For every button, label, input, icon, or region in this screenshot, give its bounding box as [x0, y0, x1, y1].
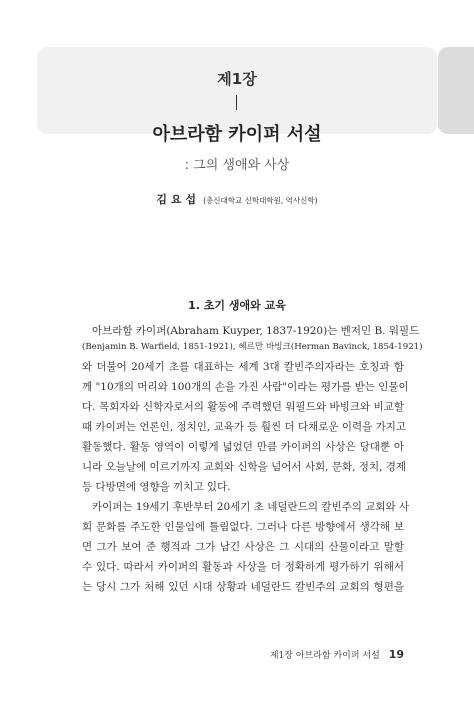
chapter-title: 아브라함 카이퍼 서설 [152, 124, 322, 145]
body-line: 카이퍼는 19세기 후반부터 20세기 초 네덜란드의 칼빈주의 교회와 사 [92, 501, 410, 513]
author-line [0, 191, 474, 207]
body-line: 때 카이퍼는 언론인, 정치인, 교육가 등 훨씬 더 다채로운 이력을 가지고 [82, 421, 407, 433]
body-line: 면 그가 보여 준 행적과 그가 남긴 사상은 그 시대의 산물이라고 말할 [82, 541, 404, 553]
running-title: 제1장 아브라함 카이퍼 서설 [269, 651, 380, 661]
author-affiliation: (총신대학교 신학대학원, 역사신학) [203, 196, 318, 205]
body-line: 는 당시 그가 처해 있던 시대 상황과 네덜란드 칼빈주의 교회의 형편을 [82, 581, 404, 593]
page-footer [270, 648, 404, 661]
body-line: 수 있다. 따라서 카이퍼의 활동과 사상을 더 정확하게 평가하기 위해서 [82, 561, 404, 573]
chapter-label: 제1장 [217, 70, 257, 88]
body-line: 활동했다. 활동 영역이 이렇게 넓었던 만큼 카이퍼의 사상은 당대뿐 아 [82, 441, 404, 453]
chapter-subtitle: : 그의 생애와 사상 [184, 158, 290, 173]
chapter-divider [236, 95, 237, 110]
body-line: 니라 오늘날에 이르기까지 교회와 신학을 넘어서 사회, 문화, 정치, 경제 [82, 461, 407, 473]
page-number: 19 [388, 648, 404, 661]
body-line: 회 문화를 주도한 인물임에 틀림없다. 그러나 다른 방향에서 생각해 보 [82, 521, 404, 533]
body-line: 등 다방면에 영향을 끼치고 있다. [82, 481, 231, 493]
body-line: 와 더불어 20세기 초를 대표하는 세계 3대 칼빈주의자라는 호칭과 함 [82, 361, 404, 373]
author-name: 김 요 섭 [156, 193, 196, 206]
section-heading: 1. 초기 생애와 교육 [188, 299, 286, 312]
body-line: 다. 목회자와 신학자로서의 활동에 주력했던 워필드와 바빙크와 비교할 [82, 401, 404, 413]
body-line: 께 "10개의 머리와 100개의 손을 가진 사람"이라는 평가를 받는 인물이 [82, 381, 409, 393]
body-line: 아브라함 카이퍼(Abraham Kuyper, 1837-1920)는 벤저민 B. 워필드 [92, 325, 420, 337]
body-line: (Benjamin B. Warfield, 1851-1921), 헤르만 바빙크(Herman Bavinck, 1854-1921) [82, 342, 423, 352]
